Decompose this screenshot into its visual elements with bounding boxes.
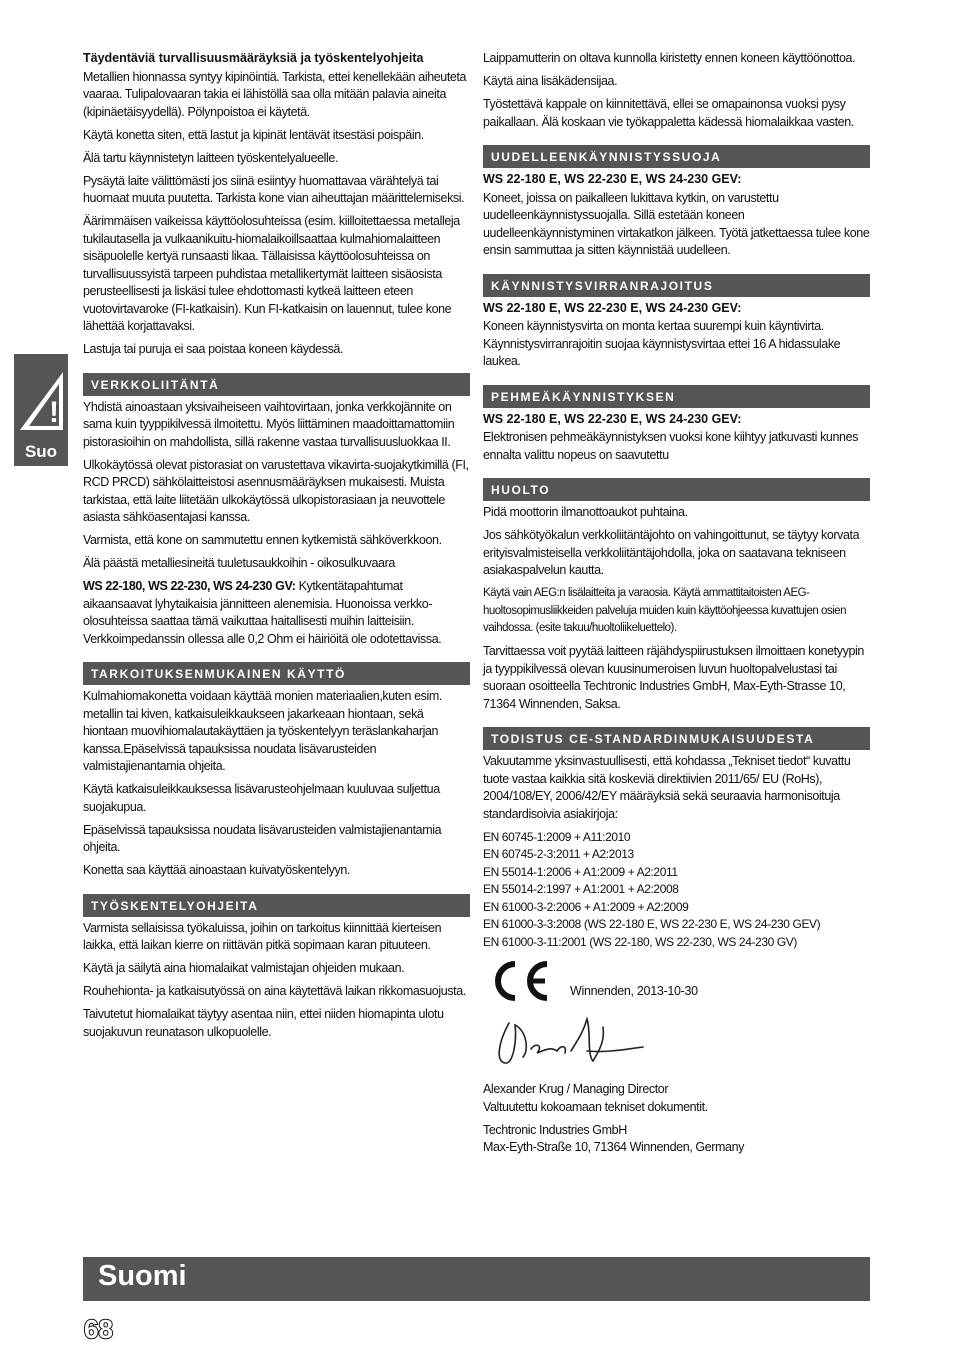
paragraph: Käytä vain AEG:n lisälaitteita ja varaosia. Käytä ammattitaitoisten AEG-huoltosopimusliikkeiden palveluja muiden kuin käyttöohjeessa kuvattujen osien vaihdossa. (esite takuu/huoltoliikeluettelo).	[483, 587, 846, 634]
standards-list	[483, 829, 870, 952]
paragraph: Käytä ja säilytä aina hiomalaikat valmistajan ohjeiden mukaan.	[83, 961, 405, 975]
paragraph: Äärimmäisen vaikeissa käyttöolosuhteissa (esim. kiilloitettaessa metalleja tukilautasella ja vulkaanikuitu-hiomalaikoillsaattaa kulmahiomalaitteen sisäpuolelle kertyä runsaasti likaa. Tällaisissa käyttöolosuhteissa on turvallisuussyistä tarpeen puhdistaa metallikertymät laitteen sisäosista perusteellisesti ja liskäsi tulee ehdottomasti kytkeä laitteen eteen vuotovirtavaroke (FI-katkaisin). Kun FI-katkaisin on lauennut, tulee kone lähettää korjattavaksi.	[83, 214, 460, 333]
paragraph: Kulmahiomakonetta voidaan käyttää monien materiaalien,kuten esim. metallin tai kiven, katkaisuleikkaukseen jakarkeaan hiontaan, sekä hiontaan muovihiomalautakäyttäen ja työskentelyyn teräslankaharjan kanssa.Epäselvissä tapauksissa noudata lisävarusteiden valmistajienantamia ohjeita.	[83, 689, 442, 773]
paragraph: Työstettävä kappale on kiinnitettävä, ellei se omapainonsa vuoksi pysy paikallaan. Älä koskaan vie työkappaletta kädessä hiomalaikkaa vasten.	[483, 97, 854, 129]
section-title-maintenance: HUOLTO	[483, 478, 870, 501]
paragraph	[483, 1081, 870, 1116]
paragraph: Laippamutterin on oltava kunnolla kiristetty ennen koneen käyttöönottoa.	[483, 51, 856, 65]
standard-item: EN 55014-1:2006 + A1:2009 + A2:2011	[483, 864, 678, 879]
paragraph: Ulkokäytössä olevat pistorasiat on varustettava vikavirta-suojakytkimillä (FI, RCD PRCD) sähkölaitteistosi asennusmääräyksen mukaisesti. Muista tarkistaa, että laite liitetään ulkokäytössä ulkopistorasiaan ja neuvottele asiasta sähköasentajasi kanssa.	[83, 457, 469, 524]
models-label: WS 22-180 E, WS 22-230 E, WS 24-230 GEV:	[483, 411, 742, 426]
paragraph: Lastuja tai puruja ei saa poistaa koneen käydessä.	[83, 342, 344, 356]
standard-item: EN 61000-3-11:2001 (WS 22-180, WS 22-230, WS 24-230 GV)	[483, 934, 797, 949]
paragraph: Elektronisen pehmeäkäynnistyksen vuoksi kone kiihtyy jatkuvasti kunnes ennalta valittu nopeus on saavutettu	[483, 430, 858, 462]
section-title-intended-use: TARKOITUKSENMUKAINEN KÄYTTÖ	[83, 662, 470, 685]
models-label: WS 22-180 E, WS 22-230 E, WS 24-230 GEV:	[483, 300, 742, 315]
paragraph: Yhdistä ainoastaan yksivaiheiseen vaihtovirtaan, jonka verkkojännite on sama kuin tyyppikilvessä ilmoitettu. Myös liittäminen maadoittamattomiin pistorasioihin on mahdollista, sillä rakenne vastaa turvallisuusluokkaa II.	[83, 399, 455, 449]
footer-language-bar	[83, 1257, 870, 1301]
left-column	[83, 50, 470, 1047]
paragraph: Jos sähkötyökalun verkkoliitäntäjohto on vahingoittunut, se täytyy korvata erityisvalmisteisella verkkoliitäntäjohdolla, joka on saatavana tekniseen asiakaspalvelun kautta.	[483, 528, 860, 577]
intro-heading: Täydentäviä turvallisuusmääräyksiä ja työskentelyohjeita	[83, 51, 424, 65]
paragraph-models	[83, 578, 470, 648]
svg-text:68: 68	[84, 1314, 113, 1344]
paragraph: Älä tartu käynnistetyn laitteen työskentelyalueelle.	[83, 150, 339, 165]
standard-item: EN 60745-1:2009 + A11:2010	[483, 829, 631, 844]
paragraph: Pidä moottorin ilmanottoaukot puhtaina.	[483, 505, 688, 519]
paragraph: Käytä konetta siten, että lastut ja kipinät lentävät itsestäsi poispäin.	[83, 127, 424, 142]
section-title-restart-protection: UUDELLEENKÄYNNISTYSSUOJA	[483, 145, 870, 168]
paragraph: Tarvittaessa voit pyytää laitteen räjähdyspiirustuksen ilmoittaen konetyypin ja tyyppikilvessä olevan kuusinumeroisen luvun huoltopalvelustasi tai suoraan osoitteella Techtronic Industries GmbH, Max-Eyth-Strasse 10, 71364 Winnenden, Saksa.	[483, 644, 864, 711]
standard-item: EN 55014-2:1997 + A1:2001 + A2:2008	[483, 882, 679, 896]
paragraph: Taivutetut hiomalaikat täytyy asentaa niin, ettei niiden hiomapinta ulotu suojakuvun reunatason ulkopuolelle.	[83, 1007, 444, 1039]
paragraph: Varmista, että kone on sammutettu ennen kytkemistä sähköverkkoon.	[83, 533, 442, 547]
signature-area	[483, 956, 870, 1081]
paragraph: Koneet, joissa on paikalleen lukittava kytkin, on varustettu uudelleenkäynnistyssuojalla. Sillä estetään koneen uudelleenkäynnistyminen virtakatkon jälkeen. Työtä jatkettaessa tulee kone ensin sammuttaa ja sitten käynnistää uudelleen.	[483, 190, 870, 257]
standard-item: EN 60745-2-3:2011 + A2:2013	[483, 847, 634, 861]
standard-item: EN 61000-3-3:2008 (WS 22-180 E, WS 22-230 E, WS 24-230 GEV)	[483, 917, 821, 931]
paragraph: Konetta saa käyttää ainoastaan kuivatyöskentelyyn.	[83, 863, 350, 877]
warning-triangle-icon	[17, 364, 65, 434]
paragraph: Koneen käynnistysvirta on monta kertaa suurempi kuin käyntivirta. Käynnistysvirranrajoitin suojaa käynnistysvirtaa ettei 16 A hidassulake laukea.	[483, 319, 841, 368]
paragraph: Epäselvissä tapauksissa noudata lisävarusteiden valmistajienantamia ohjeita.	[83, 822, 442, 854]
page-number	[83, 1311, 117, 1345]
paragraph: Käytä katkaisuleikkauksessa lisävarusteohjelmaan kuuluvaa suljettua suojakupua.	[83, 782, 440, 814]
svg-text:!: !	[49, 396, 59, 429]
section-title-starting-current: KÄYNNISTYSVIRRANRAJOITUS	[483, 274, 870, 297]
signature-icon	[487, 1011, 647, 1081]
models-label: WS 22-180, WS 22-230, WS 24-230 GV:	[83, 579, 296, 593]
section-title-mains: VERKKOLIITÄNTÄ	[83, 373, 470, 396]
paragraph: Älä päästä metalliesineitä tuuletusaukkoihin - oikosulkuvaara	[83, 556, 395, 570]
language-side-tab	[14, 354, 68, 466]
paragraph: Varmista sellaisissa työkaluissa, joihin on tarkoitus kiinnittää kierteisen laikka, että laikan kierre on riittävän pitkä sopimaan karan pituuteen.	[83, 920, 442, 952]
paragraph: Vakuutamme yksinvastuullisesti, että kohdassa „Tekniset tiedot“ kuvattu tuote vastaa kaikkia sitä koskeviä direktiivien 2011/65/ EU (RoHs), 2004/108/EY, 2006/42/EY määräyksiä sekä seuraavia harmonisoituja standardisoivia asiakirjoja:	[483, 754, 851, 821]
models-label: WS 22-180 E, WS 22-230 E, WS 24-230 GEV:	[483, 172, 742, 186]
company-name: Techtronic Industries GmbH	[483, 1122, 627, 1137]
company-address: Max-Eyth-Straße 10, 71364 Winnenden, Germany	[483, 1140, 745, 1154]
section-title-work-instructions: TYÖSKENTELYOHJEITA	[83, 894, 470, 917]
paragraph: Rouhehionta- ja katkaisutyössä on aina käytettävä laikan rikkomasuojusta.	[83, 984, 466, 998]
place-date: Winnenden, 2013-10-30	[570, 984, 698, 998]
footer-language: Suomi	[98, 1260, 187, 1292]
section-title-ce-declaration: TODISTUS CE-STANDARDINMUKAISUUDESTA	[483, 727, 870, 750]
standard-item: EN 61000-3-2:2006 + A1:2009 + A2:2009	[483, 899, 689, 914]
right-column	[483, 50, 870, 1162]
paragraph: Käytä aina lisäkädensijaa.	[483, 74, 618, 88]
models-text: Kytkentätapahtumat aikaansaavat lyhytaikaisia jännitteen alenemisia. Huonoissa verkko-olosuhteissa saattaa tämä vaikuttaa haitallisesti muihin laitteisiin. Verkkoimpedanssin ollessa alle 0,2 Ohm ei häiriöitä ole odotettavissa.	[83, 579, 442, 646]
paragraph: Metallien hionnassa syntyy kipinöintiä. Tarkista, ettei kenellekään aiheuteta vaaraa. Tulipalovaaran takia ei lähistöllä saa olla mitään palavia aineita (kipinäetäisyydellä). Pölynpoistoa ei käytetä.	[83, 69, 467, 119]
signer-name: Alexander Krug / Managing Director	[483, 1082, 669, 1096]
ce-mark-icon	[487, 958, 551, 1004]
paragraph	[483, 1122, 870, 1157]
authorized-note: Valtuutettu kokoamaan tekniset dokumentit.	[483, 1099, 708, 1114]
side-tab-label: Suo	[24, 442, 58, 461]
section-title-soft-start: PEHMEÄKÄYNNISTYKSEN	[483, 385, 870, 408]
paragraph: Pysäytä laite välittömästi jos siinä esiintyy huomattavaa värähtelyä tai huomaat muuta puutetta. Tarkista kone vian aiheuttajan määrittelemiseksi.	[83, 173, 465, 205]
